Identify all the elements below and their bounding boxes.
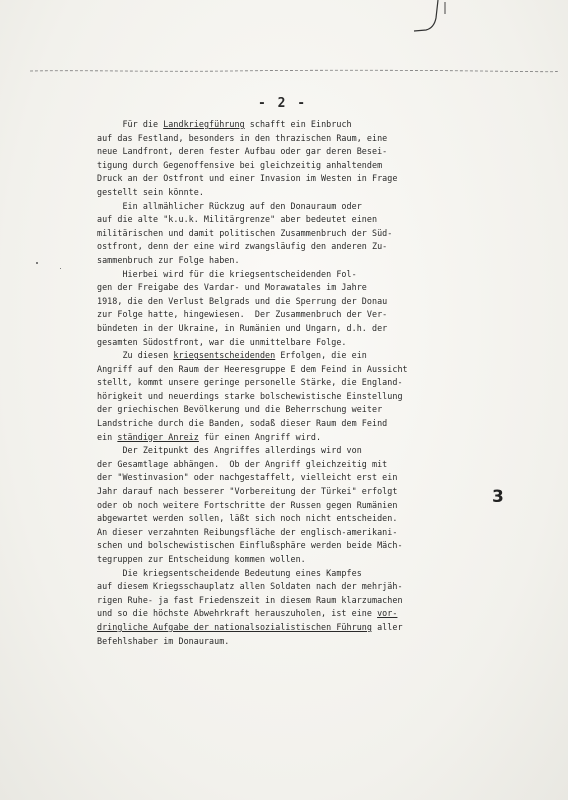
text-line xyxy=(97,526,492,540)
text-segment: gestellt sein könnte. xyxy=(97,186,204,197)
pen-mark-icon xyxy=(410,0,450,40)
text-line xyxy=(97,186,492,200)
text-segment: auf diesem Kriegsschauplatz allen Soldaten nach der mehrjäh- xyxy=(97,581,403,592)
text-line xyxy=(97,200,492,214)
text-line xyxy=(97,621,492,635)
text-line xyxy=(97,485,492,499)
text-line xyxy=(97,240,492,254)
text-segment: aller xyxy=(371,621,403,632)
text-line xyxy=(97,322,492,336)
margin-note: 3 xyxy=(492,487,504,507)
text-segment: Zu diesen xyxy=(97,350,174,361)
text-line xyxy=(97,553,492,567)
underlined-text: vor- xyxy=(377,608,398,619)
text-line xyxy=(97,390,492,404)
text-segment: rigen Ruhe- ja fast Friedenszeit in diesem Raum klarzumachen xyxy=(97,594,403,605)
text-segment: ein xyxy=(97,431,118,442)
text-line xyxy=(97,512,492,526)
text-segment: schen und bolschewistischen Einflußsphäre werden beide Mäch- xyxy=(97,540,403,551)
text-line xyxy=(97,159,492,173)
text-line xyxy=(97,567,492,581)
text-segment: auf das Festland, besonders in den thrazischen Raum, eine xyxy=(97,132,388,143)
text-line xyxy=(97,295,492,309)
text-segment: Jahr darauf nach besserer "Vorbereitung der Türkei" erfolgt xyxy=(97,486,398,497)
page-number: - 2 - xyxy=(258,96,308,111)
text-segment: Befehlshaber im Donauraum. xyxy=(97,635,230,646)
text-segment: neue Landfront, deren fester Aufbau oder gar deren Besei- xyxy=(97,146,388,157)
text-segment: militärischen und damit politischen Zusammenbruch der Süd- xyxy=(97,227,393,238)
text-segment: gen der Freigabe des Vardar- und Morawatales im Jahre xyxy=(97,282,367,293)
text-line xyxy=(97,594,492,608)
text-segment: Für die xyxy=(97,119,164,129)
underlined-text: ständiger Anreiz xyxy=(117,431,199,442)
text-line xyxy=(97,376,492,390)
text-segment: Ein allmählicher Rückzug auf den Donauraum oder xyxy=(97,200,362,211)
text-segment: tigung durch Gegenoffensive bei gleichzeitig anhaltendem xyxy=(97,159,383,170)
text-segment: ostfront, denn der eine wird zwangsläufig den anderen Zu- xyxy=(97,241,388,252)
text-line xyxy=(97,172,492,186)
text-segment: Druck an der Ostfront und einer Invasion im Westen in Frage xyxy=(97,173,398,184)
text-segment: gesamten Südostfront, war die unmittelbare Folge. xyxy=(97,336,347,347)
text-line xyxy=(97,227,492,241)
underlined-text: dringliche Aufgabe der nationalsozialistischen Führung xyxy=(97,621,372,632)
text-line xyxy=(97,213,492,227)
text-segment: oder ob noch weitere Fortschritte der Russen gegen Rumänien xyxy=(97,499,398,510)
text-segment: der "Westinvasion" oder nachgestaffelt, vielleicht erst ein xyxy=(97,472,398,483)
scan-speck xyxy=(60,268,61,269)
underlined-text: kriegsentscheidenden xyxy=(173,350,276,361)
text-line xyxy=(97,118,492,132)
text-segment: Angriff auf den Raum der Heeresgruppe E dem Feind in Aussicht xyxy=(97,363,408,374)
text-line xyxy=(97,635,492,649)
text-line xyxy=(97,417,492,431)
text-line xyxy=(97,308,492,322)
text-segment: 1918, die den Verlust Belgrads und die Sperrung der Donau xyxy=(97,295,388,306)
underlined-text: Landkriegführung xyxy=(163,119,245,129)
text-line xyxy=(97,431,492,445)
text-line xyxy=(97,145,492,159)
text-segment: An dieser verzahnten Reibungsfläche der englisch-amerikani- xyxy=(97,526,398,537)
text-line xyxy=(97,336,492,350)
text-segment: tegruppen zur Entscheidung kommen wollen. xyxy=(97,554,306,564)
text-line xyxy=(97,539,492,553)
text-segment: schafft ein Einbruch xyxy=(244,119,352,129)
text-segment: zur Folge hatte, hingewiesen. Der Zusammenbruch der Ver- xyxy=(97,309,388,320)
text-segment: hörigkeit und neuerdings starke bolschewistische Einstellung xyxy=(97,390,403,401)
text-segment: Landstriche durch die Banden, sodaß dieser Raum dem Feind xyxy=(97,418,388,429)
text-segment: sammenbruch zur Folge haben. xyxy=(97,254,240,265)
text-line xyxy=(97,580,492,594)
text-line xyxy=(97,281,492,295)
text-line xyxy=(97,254,492,268)
text-line xyxy=(97,268,492,282)
text-line xyxy=(97,444,492,458)
text-segment: stellt, kommt unsere geringe personelle Stärke, die England- xyxy=(97,377,403,388)
text-segment: Hierbei wird für die kriegsentscheidenden Fol- xyxy=(97,268,357,279)
text-segment: der Gesamtlage abhängen. Ob der Angriff gleichzeitig mit xyxy=(97,458,388,469)
text-segment: auf die alte "k.u.k. Militärgrenze" aber bedeutet einen xyxy=(97,214,378,225)
text-line xyxy=(97,458,492,472)
text-segment: der griechischen Bevölkerung und die Beherrschung weiter xyxy=(97,404,383,415)
text-segment: und so die höchste Abwehrkraft herauszuholen, ist eine xyxy=(97,608,378,619)
text-segment: für einen Angriff wird. xyxy=(198,431,322,442)
text-line xyxy=(97,349,492,363)
text-segment: abgewartet werden sollen, läßt sich noch nicht entscheiden. xyxy=(97,513,398,524)
scan-speck xyxy=(36,262,38,264)
text-segment: Der Zeitpunkt des Angriffes allerdings wird von xyxy=(97,445,362,456)
text-line xyxy=(97,363,492,377)
text-segment: Erfolgen, die ein xyxy=(275,350,367,361)
text-line xyxy=(97,403,492,417)
text-line xyxy=(97,132,492,146)
text-line xyxy=(97,499,492,513)
body-text xyxy=(97,118,492,648)
text-segment: bündeten in der Ukraine, in Rumänien und Ungarn, d.h. der xyxy=(97,322,388,333)
page-edge-line xyxy=(30,68,560,74)
text-line xyxy=(97,471,492,485)
text-segment: Die kriegsentscheidende Bedeutung eines Kampfes xyxy=(97,567,362,578)
text-line xyxy=(97,607,492,621)
